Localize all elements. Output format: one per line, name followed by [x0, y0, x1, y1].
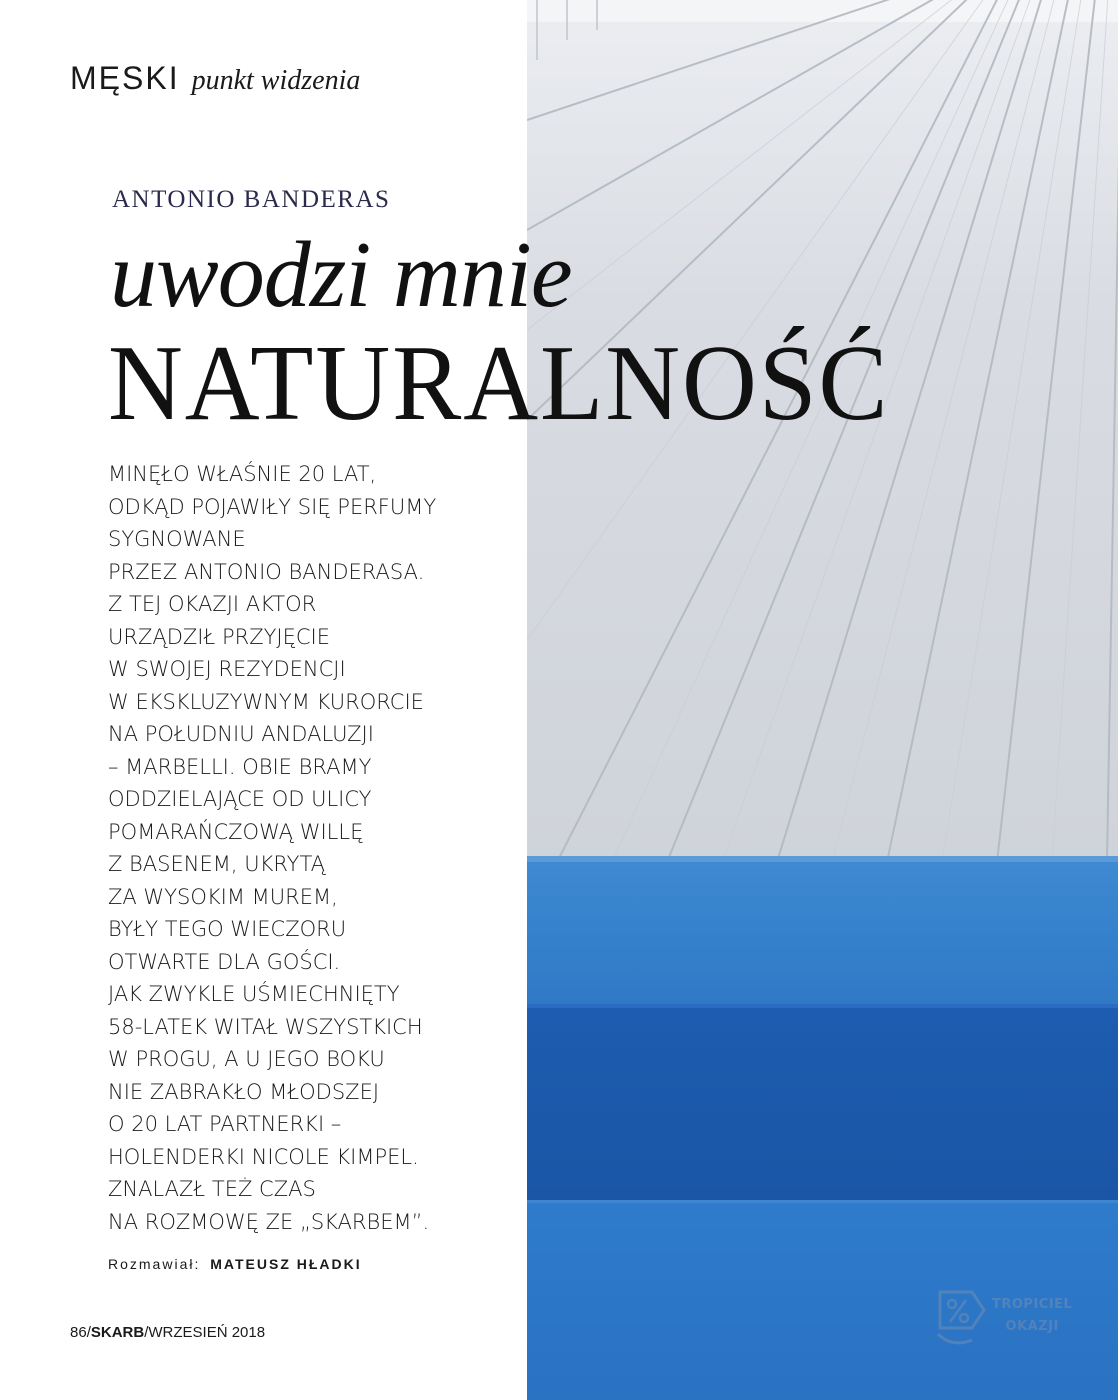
- lead-line: HOLENDERKI NICOLE KIMPEL.: [108, 1144, 419, 1169]
- issue-date: WRZESIEŃ 2018: [148, 1324, 266, 1341]
- lead-line: BYŁY TEGO WIECZORU: [108, 917, 347, 941]
- page-number: 86: [70, 1324, 87, 1341]
- lead-line: O 20 LAT PARTNERKI –: [108, 1112, 342, 1136]
- lead-line: ODDZIELAJĄCE OD ULICY: [108, 787, 372, 811]
- page-footer: 86/SKARB/WRZESIEŃ 2018: [70, 1324, 266, 1341]
- percent-tag-icon: [932, 1282, 992, 1352]
- headline-italic: uwodzi mnie: [110, 223, 572, 327]
- lead-line: W EKSKLUZYWNYM KURORCIE: [108, 689, 424, 714]
- magazine-name: SKARB: [90, 1324, 145, 1341]
- lead-line: URZĄDZIŁ PRZYJĘCIE: [108, 624, 330, 649]
- section-label: [70, 60, 360, 97]
- lead-line: POMARAŃCZOWĄ WILLĘ: [108, 819, 364, 844]
- lead-line: NA POŁUDNIU ANDALUZJI: [108, 722, 374, 746]
- lead-line: W PROGU, A U JEGO BOKU: [108, 1047, 385, 1071]
- lead-line: OTWARTE DLA GOŚCI.: [108, 949, 341, 974]
- watermark: [932, 1282, 1102, 1362]
- lead-line: ZNALAZŁ TEŻ CZAS: [108, 1177, 316, 1201]
- boardwalk-illustration: [527, 0, 1118, 1400]
- lead-line: ZA WYSOKIM MUREM,: [108, 884, 338, 909]
- lead-line: W SWOJEJ REZYDENCJI: [108, 657, 346, 681]
- lead-line: ODKĄD POJAWIŁY SIĘ PERFUMY: [108, 494, 437, 519]
- section-title-italic: punkt widzenia: [191, 65, 361, 96]
- lead-line: Z BASENEM, UKRYTĄ: [108, 852, 326, 876]
- lead-line: JAK ZWYKLE UŚMIECHNIĘTY: [108, 982, 400, 1006]
- byline-label: Rozmawiał:: [108, 1256, 201, 1272]
- section-title-caps: MĘSKI: [70, 60, 180, 96]
- lead-line: PRZEZ ANTONIO BANDERASA.: [108, 559, 425, 584]
- lead-line: NA ROZMOWĘ ZE „SKARBEM”.: [108, 1209, 430, 1234]
- lead-line: Z TEJ OKAZJI AKTOR: [108, 592, 317, 616]
- boardwalk-photo: [527, 0, 1118, 1400]
- lead-line: – MARBELLI. OBIE BRAMY: [108, 754, 372, 779]
- lead-line: SYGNOWANE: [108, 527, 246, 551]
- lead-line: NIE ZABRAKŁO MŁODSZEJ: [108, 1079, 380, 1104]
- lead-line: MINĘŁO WŁAŚNIE 20 LAT,: [108, 462, 377, 486]
- article-kicker: ANTONIO BANDERAS: [112, 186, 391, 213]
- lead-paragraph: [108, 458, 513, 1238]
- watermark-line-1: TROPICIEL: [992, 1297, 1073, 1312]
- byline: [108, 1256, 362, 1272]
- lead-line: 58-LATEK WITAŁ WSZYSTKICH: [108, 1014, 423, 1039]
- byline-author: MATEUSZ HŁADKI: [210, 1256, 362, 1272]
- watermark-line-2: OKAZJI: [1005, 1319, 1059, 1334]
- headline-caps: NATURALNOŚĆ: [108, 324, 890, 443]
